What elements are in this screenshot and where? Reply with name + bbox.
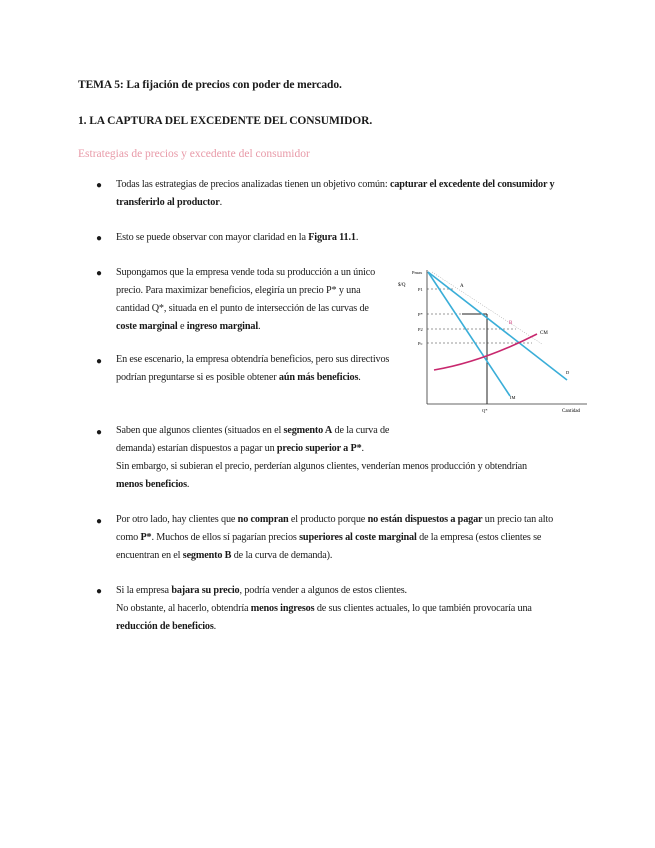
figure-price-discrimination	[392, 262, 592, 420]
text-run: .	[355, 232, 359, 243]
text-run: .	[213, 621, 217, 632]
text-run: el producto porque	[288, 514, 368, 525]
text-run: Todas las estrategias de precios analizadas tienen un objetivo común:	[116, 179, 390, 190]
bullet-marker: ●	[96, 356, 103, 367]
bold-run: aún más beneficios	[278, 372, 359, 383]
bullet-marker: ●	[96, 268, 103, 279]
bold-run: coste marginal	[116, 321, 178, 332]
p-star-label: P*	[418, 312, 423, 317]
bold-run: P*	[140, 532, 152, 543]
text-run: un precio tan alto como	[116, 514, 554, 543]
bullet-text-1	[116, 176, 556, 212]
text-run: .	[258, 321, 261, 332]
marginal-cost-curve	[434, 334, 537, 370]
text-run: de la empresa (estos clientes se encuentran en el	[116, 532, 542, 561]
bold-run: superiores al coste marginal	[299, 532, 417, 543]
segment-b-label: B	[509, 321, 513, 326]
d-label: D	[566, 370, 570, 375]
bold-run: no compran	[237, 514, 289, 525]
text-run: , podría vender a algunos de estos clientes.	[239, 585, 407, 596]
text-run: .	[186, 479, 190, 490]
text-run: En ese escenario, la empresa obtendría beneficios, pero sus directivos podrían preguntarse si es posible obtener	[116, 354, 390, 383]
text-run: .	[358, 372, 361, 383]
marginal-revenue-curve	[428, 272, 510, 396]
bold-run: bajara su precio	[171, 585, 240, 596]
demand-curve	[428, 272, 567, 380]
bold-run: reducción de beneficios	[116, 621, 214, 632]
bullet-text-6	[116, 511, 556, 565]
p2-label: P2	[418, 327, 423, 332]
bullet-text-5	[116, 422, 391, 458]
bold-run: segmento B	[182, 550, 232, 561]
cm-label: CM	[540, 331, 548, 336]
bullet-text-5-continued	[116, 458, 556, 494]
bold-run: capturar el excedente del consumidor y transferirlo al productor	[116, 179, 555, 208]
q-star-label: Q*	[482, 408, 488, 413]
p-max-label: Pmax	[412, 270, 423, 275]
bullet-marker: ●	[96, 516, 103, 527]
text-run: . Muchos de ellos sí pagarían precios	[151, 532, 300, 543]
subsection-heading: Estrategias de precios y excedente del consumidor	[78, 148, 310, 160]
im-label: IM	[510, 395, 516, 400]
text-run: Si la empresa	[116, 585, 172, 596]
bullet-marker: ●	[96, 233, 103, 244]
bold-run: segmento A	[283, 425, 333, 436]
text-run: de la curva de demanda).	[231, 550, 333, 561]
bold-run: ingreso marginal	[186, 321, 259, 332]
document-title: TEMA 5: La fijación de precios con poder de mercado.	[78, 79, 342, 91]
bold-run: menos ingresos	[250, 603, 315, 614]
text-run: e	[177, 321, 187, 332]
bold-run: no están dispuestos a pagar	[367, 514, 483, 525]
bullet-marker: ●	[96, 586, 103, 597]
text-run: Saben que algunos clientes (situados en el	[116, 425, 284, 436]
bullet-text-3	[116, 264, 391, 336]
bullet-text-2	[116, 229, 556, 247]
section-heading: 1. LA CAPTURA DEL EXCEDENTE DEL CONSUMIDOR.	[78, 115, 373, 127]
segment-a-label: A	[460, 284, 464, 289]
bold-run: precio superior a P*	[276, 443, 362, 454]
text-run: de sus clientes actuales, lo que también provocaría una	[314, 603, 532, 614]
bullet-text-4	[116, 351, 391, 387]
bullet-text-7	[116, 582, 556, 636]
bold-run: menos beneficios	[116, 479, 187, 490]
p1-label: P1	[418, 287, 423, 292]
y-axis-label: $/Q	[398, 283, 406, 288]
text-run: No obstante, al hacerlo, obtendría	[116, 603, 251, 614]
bold-run: Figura 11.1	[308, 232, 356, 243]
bullet-marker: ●	[96, 180, 103, 191]
text-run: Sin embargo, si subieran el precio, perderían algunos clientes, venderían menos producción y obtendrían	[116, 461, 527, 472]
x-axis-label: Cantidad	[562, 409, 581, 414]
pc-label: Pc	[418, 341, 423, 346]
text-run: Esto se puede observar con mayor claridad en la	[116, 232, 309, 243]
text-run: .	[219, 197, 222, 208]
text-run: de la curva de demanda) estarían dispuestos a pagar un	[116, 425, 390, 454]
text-run: .	[361, 443, 364, 454]
bullet-marker: ●	[96, 427, 103, 438]
text-run: Por otro lado, hay clientes que	[116, 514, 238, 525]
text-run: Supongamos que la empresa vende toda su producción a un único precio. Para maximizar beneficios, elegiría un precio P* y una cantidad Q*, situada en el punto de intersección de las curvas de	[116, 267, 376, 314]
